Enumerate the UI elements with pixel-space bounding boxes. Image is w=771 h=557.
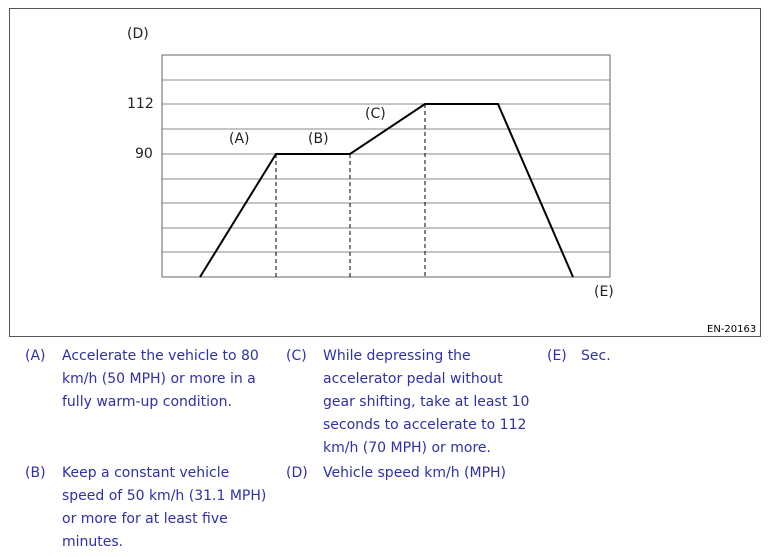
y-tick-90: 90 (135, 146, 153, 162)
segment-label-b: (B) (308, 131, 329, 147)
segment-label-a: (A) (229, 131, 250, 147)
figure-id: EN-20163 (707, 324, 757, 335)
segment-label-c: (C) (365, 106, 386, 122)
y-axis-marker: (D) (127, 26, 149, 42)
legend-key: (D) (286, 465, 308, 481)
chart-plot-area (162, 55, 610, 277)
y-tick-112: 112 (127, 96, 154, 112)
legend-key: (E) (547, 348, 567, 364)
legend-text: Vehicle speed km/h (MPH) (323, 465, 507, 481)
x-axis-marker: (E) (594, 284, 614, 300)
legend-key: (B) (25, 465, 46, 481)
legend-key: (C) (286, 348, 307, 364)
legend-text: Sec. (581, 348, 611, 364)
legend-key: (A) (25, 348, 46, 364)
legend-text: While depressing the accelerator pedal without gear shifting, take at least 10 seconds to accelerate to 112 km/h (70 MPH) or more. (323, 348, 530, 456)
legend-text: Accelerate the vehicle to 80 km/h (50 MPH) or more in a fully warm-up condition. (62, 348, 259, 410)
legend-text: Keep a constant vehicle speed of 50 km/h (31.1 MPH) or more for at least five minutes. (62, 465, 267, 550)
